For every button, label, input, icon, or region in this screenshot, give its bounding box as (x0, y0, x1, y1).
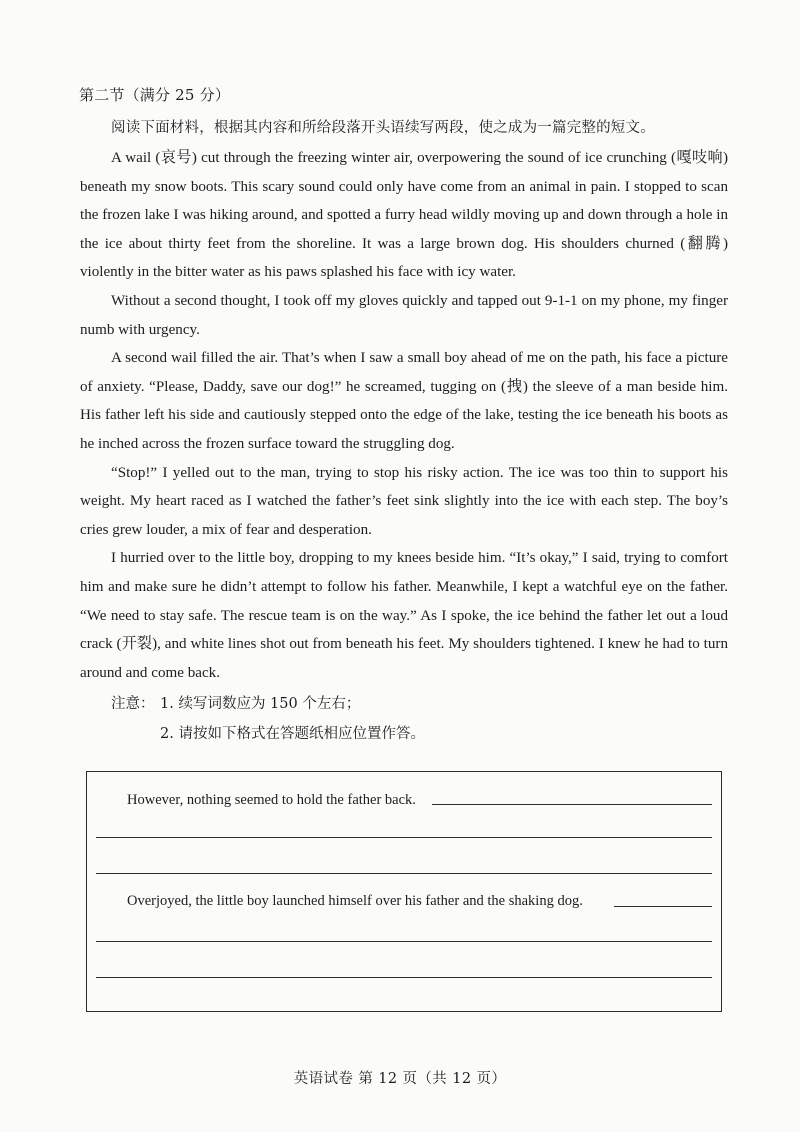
task-instruction: 阅读下面材料，根据其内容和所给段落开头语续写两段，使之成为一篇完整的短文。 (111, 120, 655, 136)
answer-line (96, 873, 712, 874)
answer-line (96, 941, 712, 942)
answer-box (86, 771, 722, 1012)
notes-block (111, 689, 425, 749)
notes-label: 注意： (111, 696, 155, 712)
answer-line (432, 804, 712, 805)
answer-line (614, 906, 712, 907)
note-row-1 (111, 689, 425, 719)
page-footer: 英语试卷 第 12 页（共 12 页） (293, 1071, 507, 1087)
passage-paragraph: A second wail filled the air. That’s when I saw a small boy ahead of me on the path, his face a picture of anxiety. “Please, Daddy, save our dog!” he screamed, tugging on (拽) the sleeve of a man beside him. His father left his side and cautiously stepped onto the edge of the lake, testing the ice beneath his boots as he inched across the frozen surface toward the struggling dog. (80, 350, 728, 452)
paragraph-starter-1: However, nothing seemed to hold the father back. (127, 792, 416, 808)
answer-line (96, 837, 712, 838)
section-title: 第二节（满分 25 分） (79, 86, 231, 104)
reading-passage (80, 144, 728, 687)
note-item-word-count: 1. 续写词数应为 150 个左右； (160, 696, 361, 712)
passage-paragraph: Without a second thought, I took off my gloves quickly and tapped out 9-1-1 on my phone, my finger numb with urgency. (80, 292, 728, 338)
answer-line (96, 977, 712, 978)
paragraph-starter-2: Overjoyed, the little boy launched himself over his father and the shaking dog. (127, 893, 583, 909)
passage-paragraph: I hurried over to the little boy, dropping to my knees beside him. “It’s okay,” I said, trying to comfort him and make sure he didn’t attempt to follow his father. Meanwhile, I kept a watchful eye on the father. “We need to stay safe. The rescue team is on the way.” As I spoke, the ice behind the father let out a loud crack (开裂), and white lines shot out from beneath his feet. My shoulders tightened. I knew he had to turn around and come back. (80, 550, 728, 681)
passage-paragraph: “Stop!” I yelled out to the man, trying to stop his risky action. The ice was too thin to support his weight. My heart raced as I watched the father’s feet sink slightly into the ice with each step. The boy’s cries grew louder, a mix of fear and desperation. (80, 464, 728, 538)
passage-paragraph: A wail (哀号) cut through the freezing winter air, overpowering the sound of ice crunching (嘎吱响) beneath my snow boots. This scary sound could only have come from an animal in pain. I stopped to scan the frozen lake I was hiking around, and spotted a furry head wildly moving up and down through a hole in the ice about thirty feet from the shoreline. It was a large brown dog. His shoulders churned (翻腾) violently in the bitter water as his paws splashed his face with icy water. (80, 150, 728, 281)
note-item-format: 2. 请按如下格式在答题纸相应位置作答。 (160, 726, 425, 742)
